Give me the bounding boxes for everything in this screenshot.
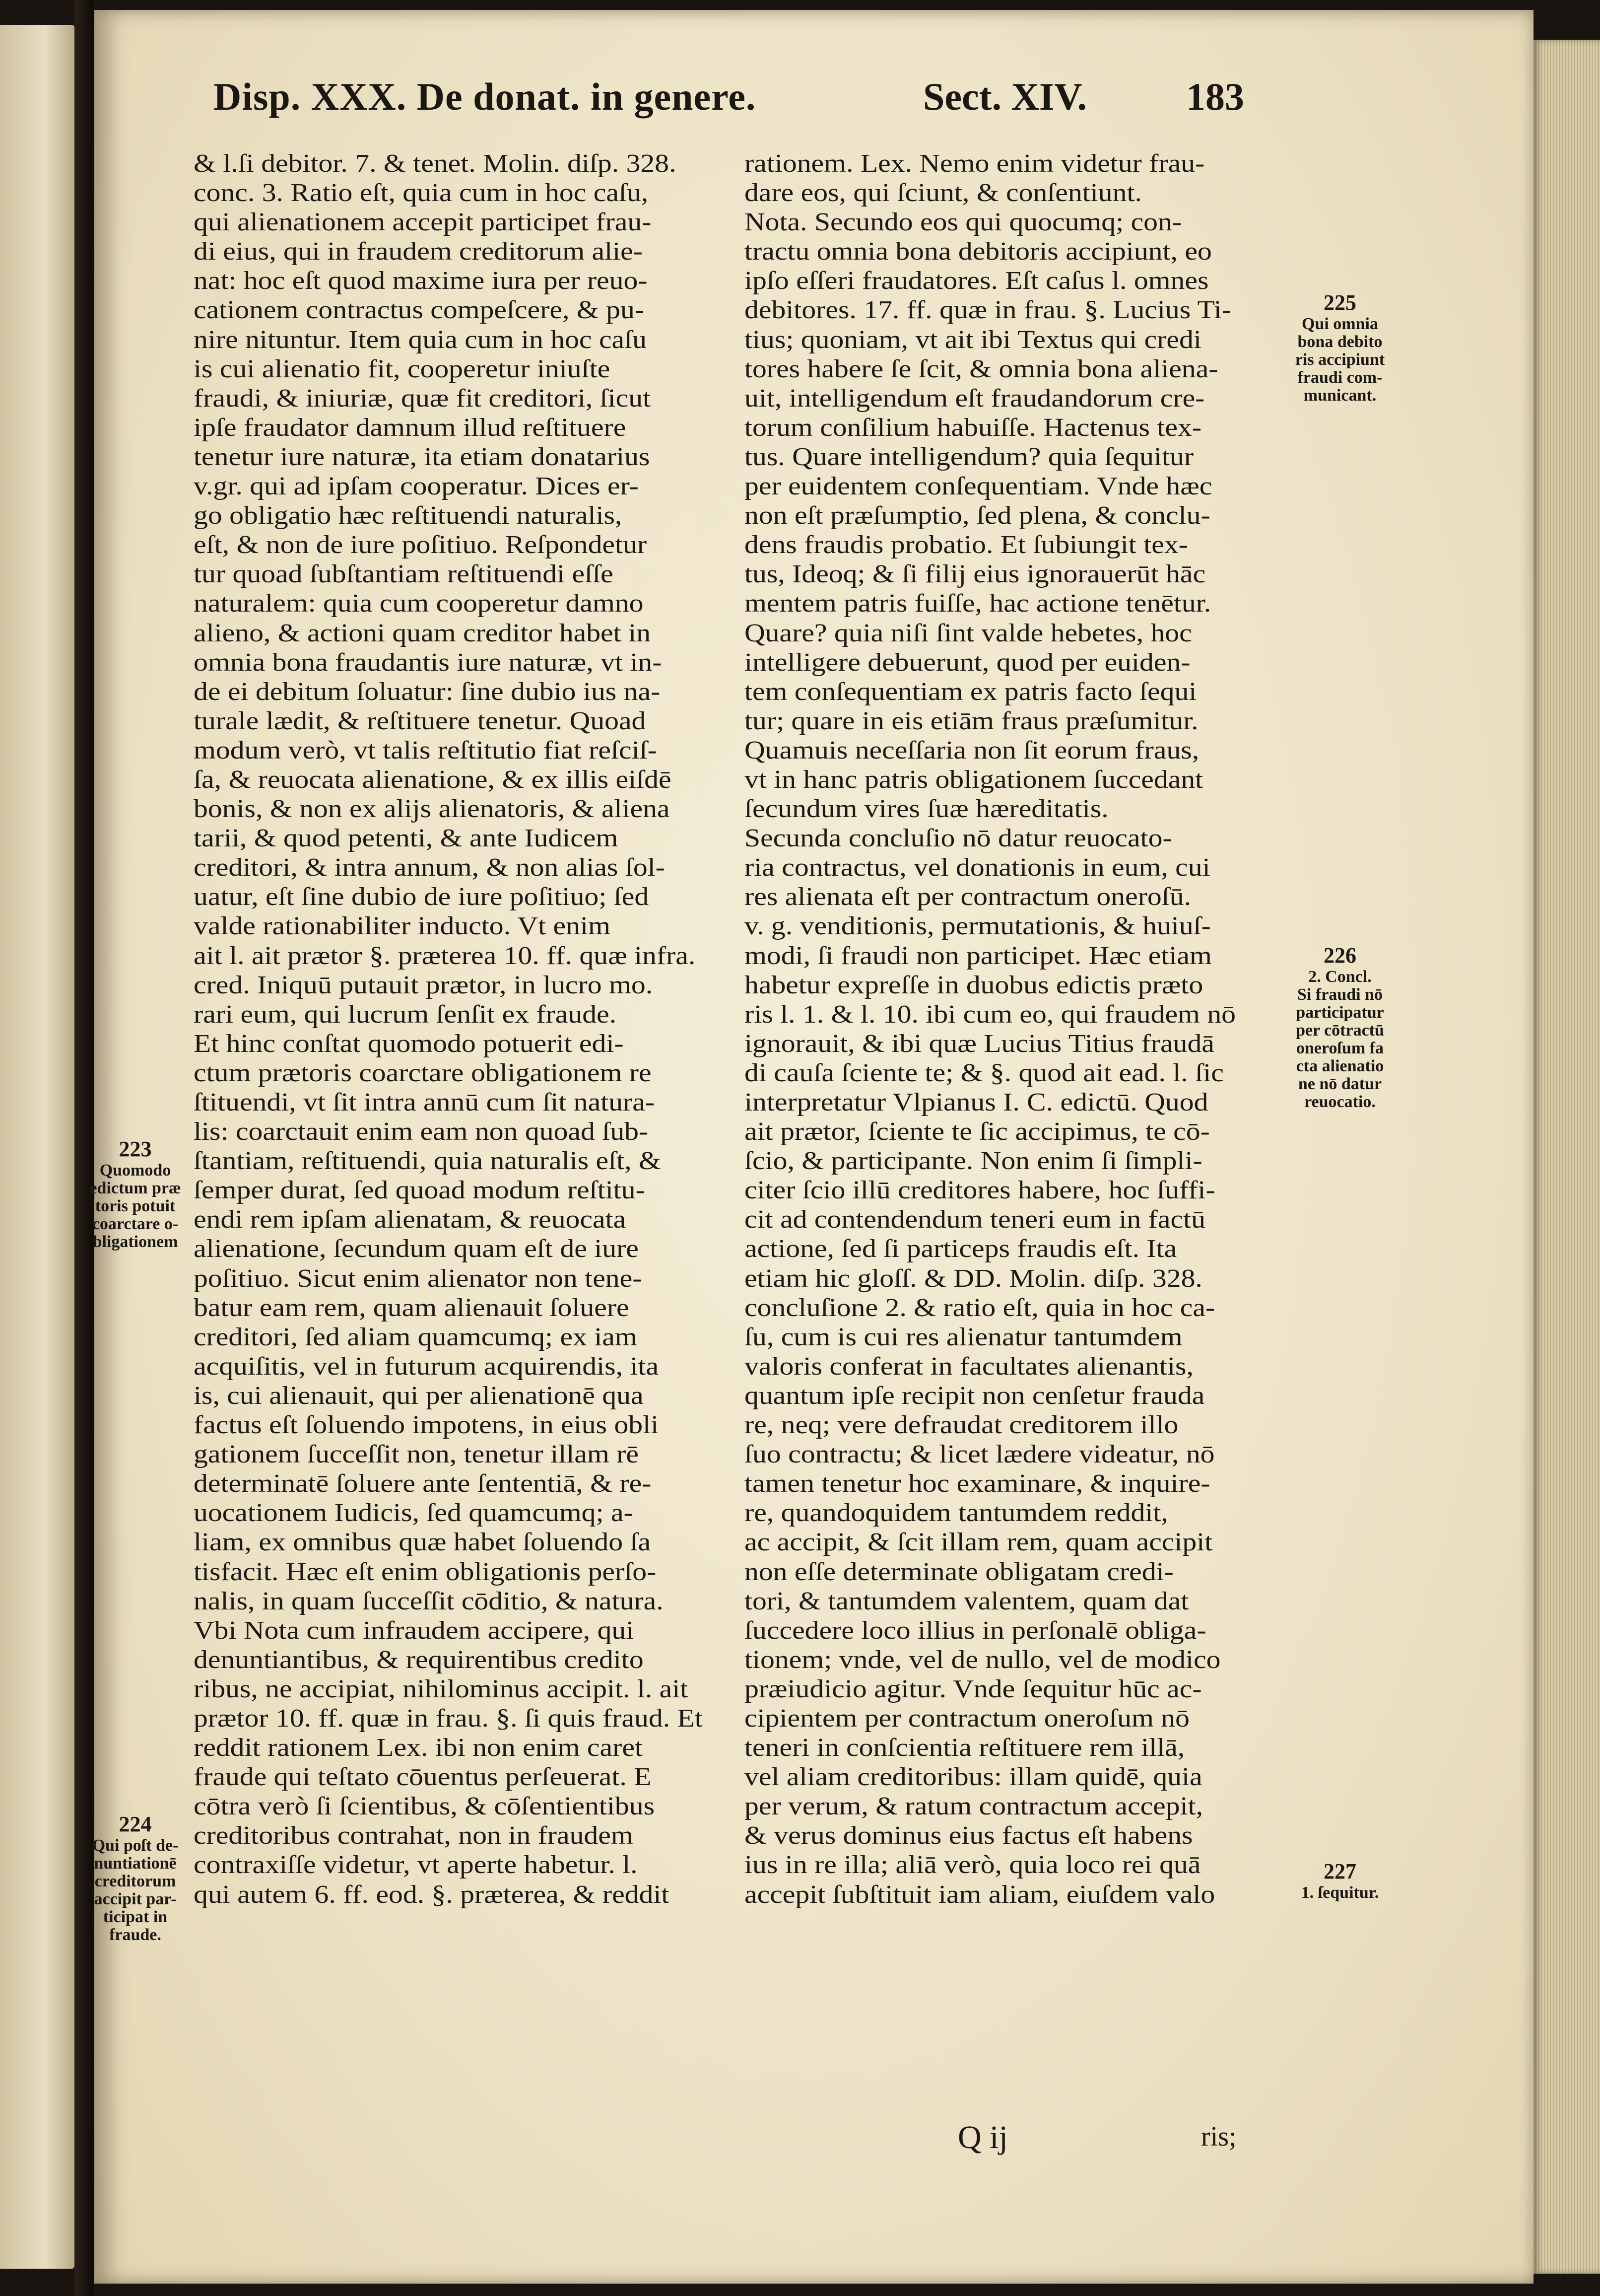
margin-note-line: ris accipiunt	[1295, 350, 1385, 369]
text-line: ius in re illa; aliā verò, quia loco rei quā	[744, 1851, 1201, 1879]
text-line: re, quandoquidem tantumdem reddit,	[744, 1499, 1168, 1528]
text-line: nat: hoc eſt quod maxime iura per reuo-	[194, 267, 648, 295]
text-line: etiam hic gloſſ. & DD. Molin. diſp. 328.	[744, 1264, 1202, 1293]
text-line: actione, ſed ſi particeps fraudis eſt. Ita	[744, 1235, 1177, 1263]
text-line: eſt, & non de iure poſitiuo. Reſpondetur	[194, 531, 647, 559]
signature-mark: Q ij	[958, 2119, 1008, 2156]
text-line: ignorauit, & ibi quæ Lucius Titius fraudā	[744, 1029, 1214, 1058]
text-line: acquiſitis, vel in futurum acquirendis, ita	[194, 1352, 659, 1381]
text-line: Vbi Nota cum infraudem accipere, qui	[194, 1616, 634, 1645]
text-line: valde rationabiliter inducto. Vt enim	[194, 912, 610, 941]
text-line: tur; quare in eis etiām fraus præſumitur.	[744, 706, 1199, 735]
text-line: intelligere debuerunt, quod per euiden-	[744, 648, 1191, 677]
text-line: cōtra verò ſi ſcientibus, & cōſentientibus	[194, 1792, 655, 1821]
text-line: & verus dominus eius factus eſt habens	[744, 1821, 1193, 1850]
text-line: tisfacit. Hæc eſt enim obligationis perſo-	[194, 1557, 657, 1586]
margin-note-number: 223	[119, 1137, 152, 1161]
margin-note-line: ticipat in	[103, 1908, 168, 1926]
margin-note-line: municant.	[1303, 386, 1377, 405]
text-line: gationem ſucceſſit non, tenetur illam rē	[194, 1440, 639, 1469]
text-line: Quamuis neceſſaria non ſit eorum fraus,	[744, 736, 1200, 765]
text-line: endi rem ipſam alienatam, & reuocata	[194, 1205, 626, 1234]
text-line: Secunda concluſio nō datur reuocato-	[744, 824, 1172, 853]
text-line: ait prætor, ſciente te ſic accipimus, te cō-	[744, 1117, 1210, 1146]
margin-note-line: creditorum	[94, 1872, 176, 1890]
text-line: conc. 3. Ratio eſt, quia cum in hoc caſu,	[194, 179, 649, 208]
catchword: ris;	[1201, 2121, 1237, 2152]
text-line: ſecundum vires ſuæ hæreditatis.	[744, 795, 1109, 824]
margin-note-number: 227	[1324, 1859, 1356, 1883]
text-line: v. g. venditionis, permutationis, & huiuſ-	[744, 912, 1211, 941]
text-line: tus. Quare intelligendum? quia ſequitur	[744, 442, 1194, 471]
text-line: denuntiantibus, & requirentibus credito	[194, 1645, 644, 1674]
text-line: per verum, & ratum contractum accepit,	[744, 1792, 1203, 1821]
text-line: reddit rationem Lex. ibi non enim caret	[194, 1734, 643, 1762]
margin-note-line: bona debito	[1297, 333, 1383, 351]
margin-note-224	[82, 1812, 189, 1944]
margin-note-line: accipit par-	[94, 1890, 177, 1908]
text-line: re, neq; vere defraudat creditorem illo	[744, 1411, 1179, 1440]
margin-note-line: fraudi com-	[1297, 368, 1383, 387]
text-line: modum verò, vt talis reſtitutio fiat reſciſ-	[194, 736, 657, 765]
text-line: ipſo eſſeri fraudatores. Eſt caſus l. omnes	[744, 267, 1209, 295]
text-line: dare eos, qui ſciunt, & conſentiunt.	[744, 179, 1142, 208]
margin-note-line: cta alienatio	[1296, 1057, 1384, 1075]
text-line: tus, Ideoq; & ſi filij eius ignorauerūt hāc	[744, 560, 1206, 589]
margin-note-number: 225	[1324, 290, 1356, 315]
previous-page-edge	[0, 25, 74, 2269]
text-line: bonis, & non ex alijs alienatoris, & aliena	[194, 795, 670, 824]
text-line: factus eſt ſoluendo impotens, in eius obli	[194, 1411, 659, 1440]
text-line: cred. Iniquū putauit prætor, in lucro mo.	[194, 971, 653, 999]
right-text-column	[744, 149, 1280, 1909]
margin-note-225	[1278, 290, 1402, 405]
text-line: cationem contractus compeſcere, & pu-	[194, 296, 645, 325]
text-line: turale lædit, & reſtituere tenetur. Quoad	[194, 706, 646, 735]
text-line: ſtantiam, reſtituendi, quia naturalis eſt, &	[194, 1147, 661, 1176]
text-line: cit ad contendendum teneri eum in factū	[744, 1205, 1205, 1234]
text-line: ria contractus, vel donationis in eum, cui	[744, 853, 1210, 882]
margin-note-223	[82, 1137, 189, 1251]
text-line: non eſt præſumptio, ſed plena, & conclu-	[744, 501, 1210, 530]
text-line: Nota. Secundo eos qui quocumq; con-	[744, 208, 1182, 237]
text-line: poſitiuo. Sicut enim alienator non tene-	[194, 1264, 642, 1293]
margin-note-line: Si fraudi nō	[1297, 985, 1383, 1004]
text-line: alienatione, ſecundum quam eſt de iure	[194, 1235, 639, 1263]
text-line: tractu omnia bona debitoris accipiunt, eo	[744, 237, 1212, 266]
margin-note-line: reuocatio.	[1304, 1093, 1376, 1111]
text-line: citer ſcio illū creditores habere, hoc ſuffi-	[744, 1176, 1215, 1205]
text-line: prætor 10. ff. quæ in frau. §. ſi quis fraud. Et	[194, 1704, 703, 1733]
text-line: valoris conferat in facultates alienantis,	[744, 1352, 1194, 1381]
text-line: torum conſilium habuiſſe. Hactenus tex-	[744, 413, 1202, 442]
margin-note-line: bligationem	[92, 1233, 178, 1251]
margin-note-line: 2. Concl.	[1308, 968, 1372, 986]
text-line: is cui alienatio fit, cooperetur iniuſte	[194, 354, 610, 383]
text-line: liam, ex omnibus quæ habet ſoluendo ſa	[194, 1528, 651, 1557]
text-line: & l.ſi debitor. 7. & tenet. Molin. diſp. 328.	[194, 149, 676, 178]
text-line: omnia bona fraudantis iure naturæ, vt in-	[194, 648, 662, 677]
text-line: interpretatur Vlpianus I. C. edictū. Quod	[744, 1088, 1208, 1116]
margin-note-line: Quomodo	[99, 1161, 171, 1180]
running-head: Disp. XXX. De donat. in genere.	[213, 75, 756, 118]
margin-note-line: toris potuit	[95, 1197, 176, 1215]
text-line: vel aliam creditoribus: illam quidē, quia	[744, 1763, 1202, 1792]
text-line: ſu, cum is cui res alienatur tantumdem	[744, 1322, 1183, 1351]
text-line: contraxiſſe videtur, vt aperte habetur. l.	[194, 1851, 638, 1879]
text-line: tionem; vnde, vel de nullo, vel de modico	[744, 1645, 1221, 1674]
text-line: vt in hanc patris obligationem ſuccedant	[744, 765, 1203, 794]
text-line: Et hinc conſtat quomodo potuerit edi-	[194, 1029, 624, 1058]
text-line: rationem. Lex. Nemo enim videtur frau-	[744, 149, 1205, 178]
text-line: Quare? quia niſi ſint valde hebetes, hoc	[744, 619, 1192, 647]
left-text-column	[194, 149, 739, 1909]
page-header	[213, 74, 1315, 144]
text-line: tori, & tantumdem valentem, quam dat	[744, 1587, 1189, 1615]
margin-note-line: ne nō datur	[1298, 1075, 1382, 1093]
text-line: di eius, qui in fraudem creditorum alie-	[194, 237, 643, 266]
text-line: naturalem: quia cum cooperetur damno	[194, 589, 644, 618]
text-line: ait l. ait prætor §. præterea 10. ff. quæ infra.	[194, 941, 696, 970]
text-line: is, cui alienauit, qui per alienationē qua	[194, 1381, 644, 1410]
text-line: tarii, & quod petenti, & ante Iudicem	[194, 824, 618, 853]
text-line: fraudi, & iniuriæ, quæ fit creditori, ſicut	[194, 384, 651, 413]
text-line: ſtituendi, vt ſit intra annū cum ſit natura-	[194, 1088, 655, 1116]
margin-note-line: 1. ſequitur.	[1301, 1883, 1379, 1902]
text-line: de ei debitum ſoluatur: ſine dubio ius na-	[194, 677, 661, 706]
text-line: qui alienationem accepit participet frau-	[194, 208, 652, 237]
text-line: mentem patris fuiſſe, hac actione tenētur.	[744, 589, 1211, 618]
text-line: ribus, ne accipiat, nihilominus accipit. l. ait	[194, 1674, 688, 1703]
margin-note-line: fraude.	[109, 1926, 161, 1944]
text-line: dens fraudis probatio. Et ſubiungit tex-	[744, 531, 1188, 559]
margin-note-line: coarctare o-	[92, 1215, 179, 1233]
text-line: lis: coarctauit enim eam non quoad ſub-	[194, 1117, 649, 1146]
text-line: creditori, & intra annum, & non alias ſol-	[194, 853, 665, 882]
text-line: ſemper durat, ſed quoad modum reſtitu-	[194, 1176, 645, 1205]
text-line: alieno, & actioni quam creditor habet in	[194, 619, 651, 647]
text-line: teneri in conſcientia reſtituere rem illā,	[744, 1734, 1185, 1762]
book-fore-edge	[1533, 40, 1600, 2274]
text-line: concluſione 2. & ratio eſt, quia in hoc ca-	[744, 1293, 1215, 1322]
text-line: tius; quoniam, vt ait ibi Textus qui credi	[744, 325, 1201, 354]
text-line: ſuo contractu; & licet lædere videatur, nō	[744, 1440, 1215, 1469]
text-line: ris l. 1. & l. 10. ibi cum eo, qui fraudem nō	[744, 1000, 1236, 1029]
text-line: ctum prætoris coarctare obligationem re	[194, 1058, 652, 1087]
margin-note-number: 226	[1324, 943, 1356, 968]
text-line: tur quoad ſubſtantiam reſtituendi eſſe	[194, 560, 613, 589]
text-line: batur eam rem, quam alienauit ſoluere	[194, 1293, 629, 1322]
text-line: fraude qui teſtato cōuentus perſeuerat. E	[194, 1763, 652, 1792]
text-line: debitores. 17. ff. quæ in frau. §. Lucius Ti-	[744, 296, 1232, 325]
text-line: nire nituntur. Item quia cum in hoc caſu	[194, 325, 647, 354]
text-line: ac accipit, & ſcit illam rem, quam accipit	[744, 1528, 1213, 1557]
margin-note-line: edictum præ	[89, 1179, 181, 1197]
text-line: v.gr. qui ad ipſam cooperatur. Dices er-	[194, 472, 639, 501]
section-heading: Sect. XIV.	[923, 75, 1087, 118]
margin-note-line: oneroſum fa	[1296, 1039, 1384, 1057]
margin-note-number: 224	[119, 1812, 152, 1836]
margin-note-226	[1278, 943, 1402, 1111]
page-number: 183	[1186, 75, 1244, 118]
margin-note-line: participatur	[1296, 1003, 1384, 1022]
text-line: ſa, & reuocata alienatione, & ex illis eiſdē	[194, 765, 671, 794]
text-line: præiudicio agitur. Vnde ſequitur hūc ac-	[744, 1674, 1202, 1703]
text-line: per euidentem conſequentiam. Vnde hæc	[744, 472, 1212, 501]
margin-note-227	[1278, 1859, 1402, 1902]
text-line: tores habere ſe ſcit, & omnia bona aliena-	[744, 354, 1218, 383]
margin-note-line: Qui omnia	[1302, 315, 1378, 333]
text-line: ſcio, & participante. Non enim ſi ſimpli-	[744, 1147, 1202, 1176]
text-line: uatur, eſt ſine dubio de iure poſitiuo; ſed	[194, 883, 649, 911]
text-line: cipientem per contractum oneroſum nō	[744, 1704, 1190, 1733]
text-line: determinatē ſoluere ante ſententiā, & re-	[194, 1469, 652, 1498]
text-line: di cauſa ſciente te; & §. quod ait ead. l. ſic	[744, 1058, 1224, 1087]
text-line: go obligatio hæc reſtituendi naturalis,	[194, 501, 622, 530]
text-line: qui autem 6. ff. eod. §. præterea, & reddit	[194, 1880, 669, 1909]
text-line: quantum ipſe recipit non cenſetur frauda	[744, 1381, 1205, 1410]
text-line: rari eum, qui lucrum ſenſit ex fraude.	[194, 1000, 617, 1029]
text-line: creditoribus contrahat, non in fraudem	[194, 1821, 633, 1850]
text-line: tamen tenetur hoc examinare, & inquire-	[744, 1469, 1210, 1498]
text-line: ipſe fraudator damnum illud reſtituere	[194, 413, 626, 442]
text-line: tenetur iure naturæ, ita etiam donatarius	[194, 442, 650, 471]
text-line: tem conſequentiam ex patris facto ſequi	[744, 677, 1197, 706]
margin-note-line: nuntiationē	[94, 1854, 177, 1873]
text-line: habetur expreſſe in duobus edictis præto	[744, 971, 1203, 999]
text-line: modi, ſi fraudi non participet. Hæc etiam	[744, 941, 1212, 970]
text-line: non eſſe determinate obligatam credi-	[744, 1557, 1174, 1586]
margin-note-line: per cōtractū	[1296, 1021, 1384, 1040]
text-line: ſuccedere loco illius in perſonalē obliga-	[744, 1616, 1206, 1645]
margin-note-line: Qui poſt de-	[92, 1836, 179, 1855]
text-line: nalis, in quam ſucceſſit cōditio, & natura.	[194, 1587, 664, 1615]
text-line: accepit ſubſtituit iam aliam, eiuſdem valo	[744, 1880, 1215, 1909]
text-line: uocationem Iudicis, ſed quamcumq; a-	[194, 1499, 633, 1528]
text-line: uit, intelligendum eſt fraudandorum cre-	[744, 384, 1205, 413]
text-line: res alienata eſt per contractum oneroſū.	[744, 883, 1192, 911]
text-line: creditori, ſed aliam quamcumq; ex iam	[194, 1322, 637, 1351]
